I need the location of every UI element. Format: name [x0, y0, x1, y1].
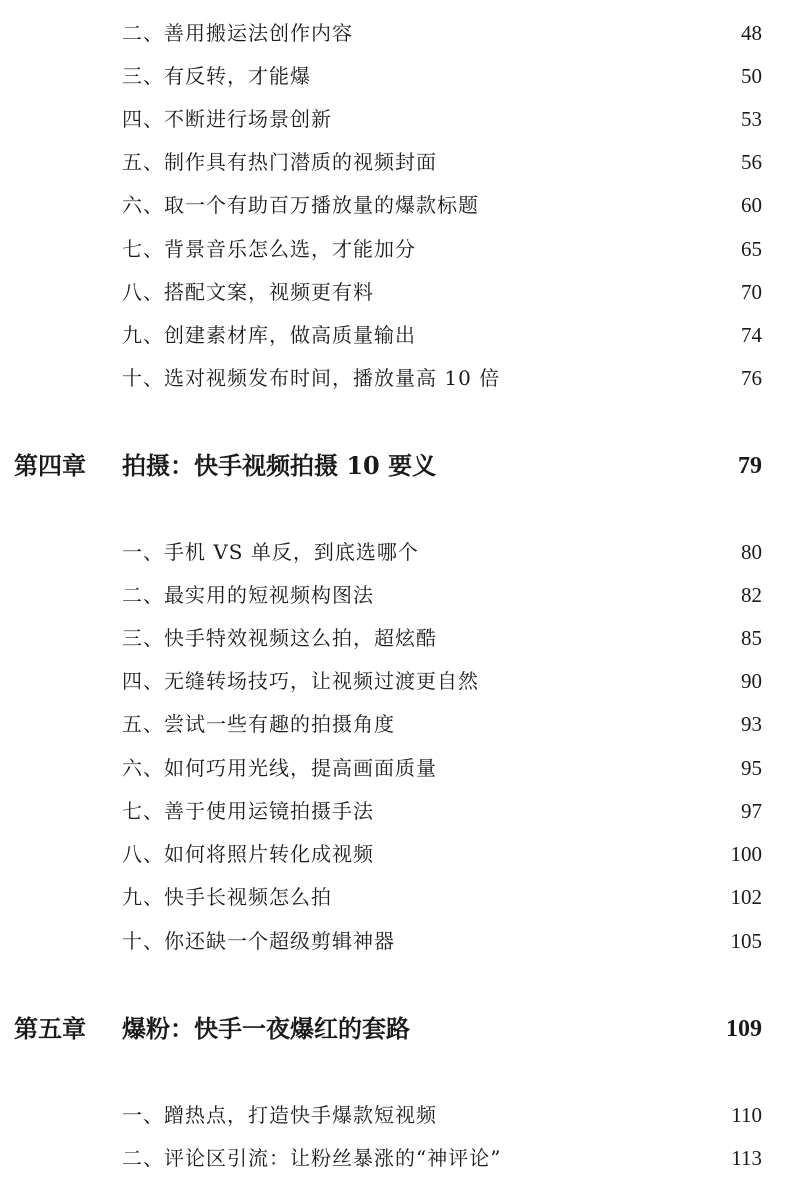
toc-entry-page: 97	[741, 799, 762, 823]
toc-entry[interactable]	[122, 753, 762, 783]
toc-entry-page: 110	[731, 1103, 762, 1127]
toc-entry-title: 三、有反转，才能爆	[122, 64, 311, 88]
toc-entry-title: 七、背景音乐怎么选，才能加分	[122, 237, 416, 261]
toc-entry-title: 二、评论区引流：让粉丝暴涨的“神评论”	[122, 1146, 502, 1170]
toc-entry-title: 六、如何巧用光线，提高画面质量	[122, 756, 437, 780]
toc-entry-page: 53	[741, 107, 762, 131]
toc-entry-title: 五、制作具有热门潜质的视频封面	[122, 150, 437, 174]
toc-entry-page: 48	[741, 21, 762, 45]
toc-entry[interactable]	[122, 926, 762, 956]
toc-entry-title: 四、无缝转场技巧，让视频过渡更自然	[122, 669, 479, 693]
toc-entry-page: 70	[741, 280, 762, 304]
toc-entry[interactable]	[122, 580, 762, 610]
toc-entry-title: 三、快手特效视频这么拍，超炫酷	[122, 626, 437, 650]
chapter-title: 拍摄：快手视频拍摄 10 要义	[122, 451, 437, 480]
toc-entry[interactable]	[122, 104, 762, 134]
toc-entry-title: 一、手机 VS 单反，到底选哪个	[122, 540, 419, 564]
toc-entry-page: 56	[741, 150, 762, 174]
toc-entry-page: 90	[741, 669, 762, 693]
toc-entry-title: 一、蹭热点，打造快手爆款短视频	[122, 1103, 437, 1127]
toc-entry[interactable]	[122, 61, 762, 91]
chapter-heading[interactable]	[14, 448, 762, 484]
chapter-heading[interactable]	[14, 1011, 762, 1047]
toc-entry-title: 九、快手长视频怎么拍	[122, 885, 332, 909]
toc-entry-title: 四、不断进行场景创新	[122, 107, 332, 131]
toc-entry-page: 95	[741, 756, 762, 780]
toc-entry[interactable]	[122, 666, 762, 696]
toc-entry-page: 105	[730, 929, 762, 953]
toc-entry[interactable]	[122, 537, 762, 567]
toc-entry-title: 二、最实用的短视频构图法	[122, 583, 374, 607]
toc-entry[interactable]	[122, 796, 762, 826]
toc-entry-page: 60	[741, 193, 762, 217]
toc-entry-title: 二、善用搬运法创作内容	[122, 21, 353, 45]
toc-entry-title: 十、选对视频发布时间，播放量高 10 倍	[122, 366, 501, 390]
toc-entry[interactable]	[122, 234, 762, 264]
toc-entry-title: 十、你还缺一个超级剪辑神器	[122, 929, 395, 953]
toc-entry-title: 八、搭配文案，视频更有料	[122, 280, 374, 304]
toc-entry[interactable]	[122, 1100, 762, 1130]
toc-entry[interactable]	[122, 623, 762, 653]
toc-entry-title: 九、创建素材库，做高质量输出	[122, 323, 416, 347]
toc-entry[interactable]	[122, 1143, 762, 1173]
toc-entry-page: 100	[730, 842, 762, 866]
toc-entry-page: 93	[741, 712, 762, 736]
toc-entry-title: 五、尝试一些有趣的拍摄角度	[122, 712, 395, 736]
toc-entry[interactable]	[122, 147, 762, 177]
toc-entry[interactable]	[122, 277, 762, 307]
chapter-title: 爆粉：快手一夜爆红的套路	[122, 1014, 410, 1043]
toc-entry-page: 82	[741, 583, 762, 607]
toc-entry[interactable]	[122, 18, 762, 48]
chapter-label: 第五章	[14, 1014, 86, 1043]
toc-entry[interactable]	[122, 320, 762, 350]
chapter-label: 第四章	[14, 451, 86, 480]
toc-entry[interactable]	[122, 709, 762, 739]
toc-entry-title: 七、善于使用运镜拍摄手法	[122, 799, 374, 823]
toc-entry[interactable]	[122, 363, 762, 393]
toc-entry-title: 八、如何将照片转化成视频	[122, 842, 374, 866]
toc-entry-page: 80	[741, 540, 762, 564]
toc-entry-page: 85	[741, 626, 762, 650]
toc-entry-page: 65	[741, 237, 762, 261]
toc-entry-page: 113	[731, 1146, 762, 1170]
chapter-page: 109	[726, 1016, 762, 1042]
chapter-page: 79	[738, 453, 762, 479]
toc-entry-page: 102	[730, 885, 762, 909]
toc-entry-title: 六、取一个有助百万播放量的爆款标题	[122, 193, 479, 217]
toc-entry-page: 50	[741, 64, 762, 88]
toc-entry-page: 76	[741, 366, 762, 390]
toc-entry[interactable]	[122, 839, 762, 869]
toc-entry[interactable]	[122, 190, 762, 220]
toc-entry[interactable]	[122, 882, 762, 912]
toc-entry-page: 74	[741, 323, 762, 347]
